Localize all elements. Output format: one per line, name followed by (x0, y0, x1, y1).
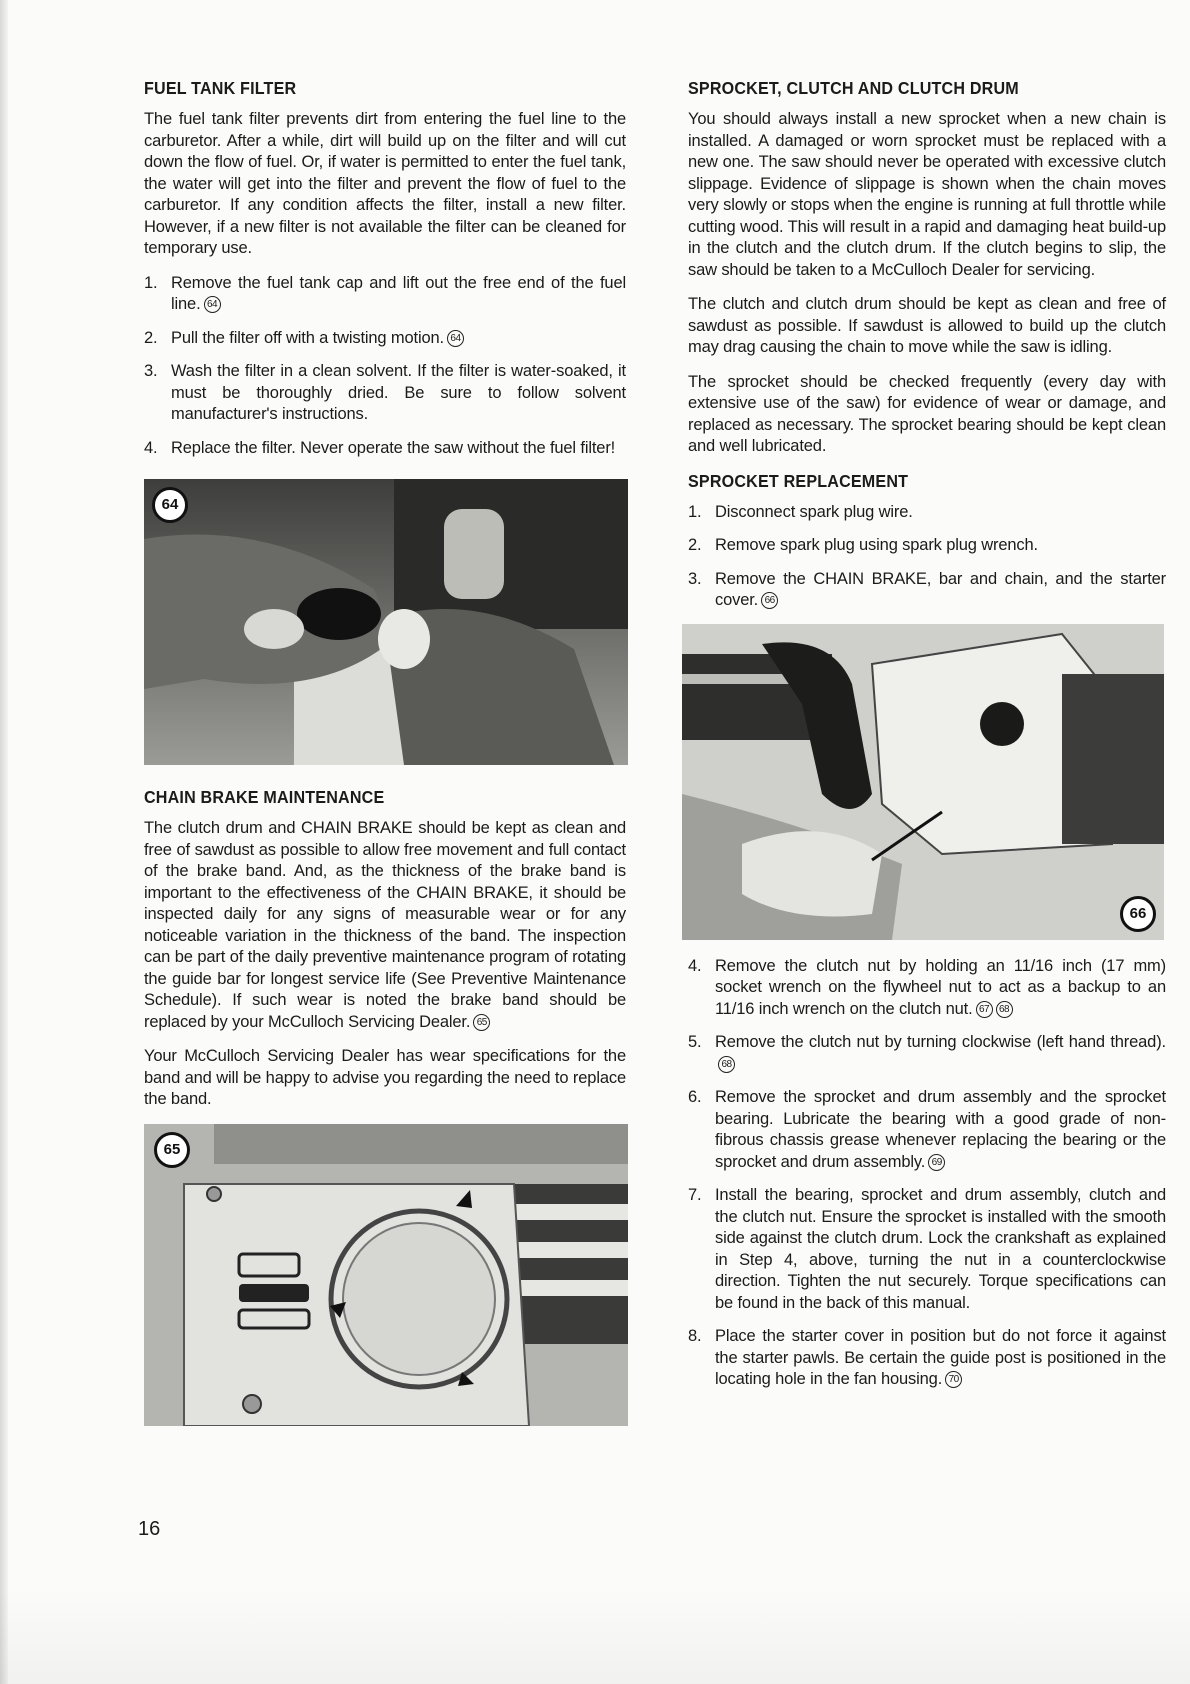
fuel-filter-hands-illustration (144, 479, 628, 765)
step-item (688, 569, 1166, 612)
sprocket-replacement-steps-4-8 (688, 956, 1166, 1391)
step-number: 3. (144, 362, 158, 380)
figure-ref-70: 70 (945, 1371, 962, 1388)
fuel-filter-intro: The fuel tank filter prevents dirt from entering the fuel line to the carburetor. After a while, dirt will build up on the filter and will cut down the flow of fuel. Or, if water is permitted to enter the fuel tank, the water will get into the filter and prevent the flow of fuel to the carburetor. If any condition affects the filter, install a new filter. However, if a new filter is not available the filter can be cleaned for temporary use. (144, 110, 626, 257)
step-number: 1. (688, 502, 702, 521)
figure-65-photo (144, 1124, 628, 1426)
chain-brake-paragraph-1: The clutch drum and CHAIN BRAKE should be kept as clean and free of sawdust as possible to allow free movement and full contact of the brake band. And, as the thickness of the brake band is important to the effectiveness of the CHAIN BRAKE, it should be inspected daily for any signs of measurable wear or for any noticeable variation in the thickness of the band. The inspection can be part of the daily preventive maintenance program of rotating the guide bar for longest service life (See Preventive Maintenance Schedule). If such wear is noted the brake band should be replaced by your McCulloch Servicing Dealer. 65 (144, 819, 626, 1031)
sprocket-clutch-drum-heading: SPROCKET, CLUTCH AND CLUTCH DRUM (688, 78, 1019, 98)
step-number: 8. (688, 1327, 702, 1345)
step-item (144, 273, 626, 316)
step-text: Install the bearing, sprocket and drum assembly, clutch and the clutch nut. Ensure the sprocket is installed with the smooth side against the clutch drum. Lock the crankshaft as explained in Step 4, above, turning the nut in a counterclockwise direction. Tighten the nut securely. Torque specifications can be found in the back of this manual. (715, 1186, 1166, 1312)
step-item (144, 438, 626, 460)
left-column (144, 78, 626, 1426)
figure-66-badge: 66 (1120, 896, 1156, 932)
step-text: Remove spark plug using spark plug wrench. (715, 536, 1038, 554)
step-text: Disconnect spark plug wire. (715, 502, 913, 521)
step-item (688, 1087, 1166, 1173)
step-number: 5. (688, 1033, 702, 1051)
sprocket-paragraph-3: The sprocket should be checked frequently (every day with extensive use of the saw) for evidence of wear or damage, and replaced as necessary. The sprocket bearing should be kept clean and well lubricated. (688, 372, 1166, 455)
step-item (688, 956, 1166, 1021)
step-text: Pull the filter off with a twisting motion. (171, 328, 444, 347)
page-number: 16 (138, 1518, 161, 1540)
figure-ref-68: 68 (996, 1001, 1013, 1018)
chainsaw-starter-cover-illustration (682, 624, 1164, 940)
sprocket-paragraph-2: The clutch and clutch drum should be kept as clean and free of sawdust as possible. If sawdust is allowed to build up the clutch may drag causing the chain to move while the saw is idling. (688, 295, 1166, 356)
chain-brake-paragraph-2: Your McCulloch Servicing Dealer has wear specifications for the band and will be happy to advise you regarding the need to replace the band. (144, 1047, 626, 1108)
figure-ref-65: 65 (473, 1014, 490, 1031)
sprocket-paragraph-1: You should always install a new sprocket when a new chain is installed. A damaged or worn sprocket must be replaced with a new one. The saw should never be operated with excessive clutch slippage. Evidence of slippage is shown when the chain moves very slowly or stops when the engine is running at full throttle while cutting wood. This will result in a rapid and damaging heat build-up in the clutch and the clutch drum. If the clutch begins to slip, the saw should be taken to a McCulloch Dealer for servicing. (688, 110, 1166, 279)
step-number: 2. (688, 536, 702, 554)
step-item (688, 1032, 1166, 1075)
sprocket-replacement-heading: SPROCKET REPLACEMENT (688, 470, 909, 491)
step-item (688, 535, 1166, 557)
page-binding-edge (0, 0, 8, 1684)
step-number: 2. (144, 328, 158, 347)
figure-ref-64: 64 (447, 330, 464, 347)
figure-64-badge: 64 (152, 487, 188, 523)
figure-ref-68: 68 (718, 1056, 735, 1073)
figure-66-photo (682, 624, 1164, 940)
brake-band-housing-illustration (144, 1124, 628, 1426)
step-item (688, 502, 1166, 524)
step-item (688, 1326, 1166, 1391)
step-text: Remove the clutch nut by turning clockwise (left hand thread). (715, 1033, 1166, 1051)
step-number: 7. (688, 1186, 702, 1204)
step-number: 4. (144, 438, 158, 457)
step-text: Remove the clutch nut by holding an 11/16 inch (17 mm) socket wrench on the flywheel nut to act as a backup to an 11/16 inch wrench on the clutch nut. (715, 956, 1166, 1018)
right-column (688, 78, 1166, 1403)
step-item (144, 328, 626, 350)
chain-brake-maintenance-heading: CHAIN BRAKE MAINTENANCE (144, 787, 385, 807)
figure-64-photo (144, 479, 628, 765)
step-text: Replace the filter. Never operate the saw without the fuel filter! (171, 438, 616, 457)
step-text: Place the starter cover in position but do not force it against the starter pawls. Be certain the guide post is positioned in the locating hole in the fan housing. (715, 1327, 1166, 1388)
figure-ref-69: 69 (928, 1154, 945, 1171)
step-number: 6. (688, 1088, 702, 1106)
figure-ref-64: 64 (204, 296, 221, 313)
figure-ref-66: 66 (761, 592, 778, 609)
page-scan-shadow (0, 1588, 1190, 1684)
step-item (688, 1185, 1166, 1314)
figure-65-badge: 65 (154, 1132, 190, 1168)
step-text: Remove the fuel tank cap and lift out the free end of the fuel line. (171, 273, 626, 313)
sprocket-replacement-steps-1-3 (688, 502, 1166, 612)
step-text: Wash the filter in a clean solvent. If the filter is water-soaked, it must be thoroughly dried. Be sure to follow solvent manufacturer's instructions. (171, 362, 626, 423)
step-number: 3. (688, 569, 702, 588)
step-number: 4. (688, 956, 702, 975)
step-number: 1. (144, 273, 158, 292)
step-text: Remove the CHAIN BRAKE, bar and chain, and the starter cover. (715, 569, 1166, 609)
step-item (144, 361, 626, 426)
step-text: Remove the sprocket and drum assembly and the sprocket bearing. Lubricate the bearing with a good grade of non-fibrous chassis grease whenever replacing the bearing or the sprocket and drum assembly. (715, 1088, 1166, 1171)
fuel-tank-filter-heading: FUEL TANK FILTER (144, 78, 297, 98)
fuel-filter-steps (144, 273, 626, 460)
figure-ref-67: 67 (976, 1001, 993, 1018)
